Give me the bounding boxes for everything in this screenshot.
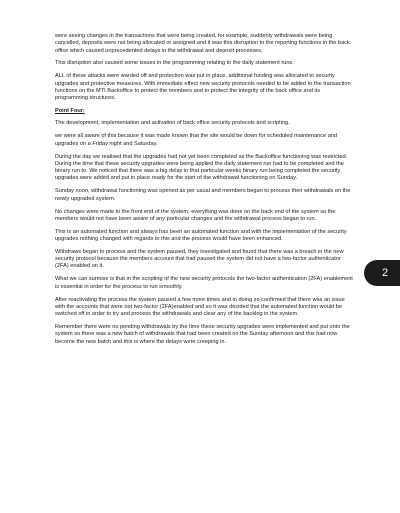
- paragraph-sunday-noon: Sunday noon, withdrawal functioning was opened as per usual and members began to process their withdrawals on the newly upgraded system.: [55, 188, 351, 202]
- paragraph-automated-function: This is an automated function and always has been an automated function and with the implementation of the security upgrades nothing changed with regards to this and the process would have been enhanced.: [55, 228, 347, 242]
- paragraph-disruption-reporting: were seeing changes in the transactions that were being created, for example, suddenly withdrawals were being cancelled, deposits were not being allocated or assigned and it was this disruption to the reporting functions in the back office which caused unprecedented delays in the withdrawal and deposit processes.: [55, 33, 350, 54]
- paragraph-withdraws-paused: Withdraws began to process and the system paused, they investigated and found that there was a breach in the new security protocol because the members account that had paused the system did not have a two-factor authenticator (2FA) enabled on it.: [55, 248, 344, 270]
- paragraph-scheduled-maintenance: we were all aware of this because it was made known that the site would be down for scheduled maintenance and upgrades on a Friday night and Saturday.: [55, 133, 338, 147]
- paragraph-security-protocols: The development, implementation and activation of back office security protocols and scripting.: [55, 120, 290, 127]
- paragraph-statement-runs: This disruption also caused some issues in the programming relating to the daily statement runs.: [55, 60, 294, 67]
- paragraph-upgrades-during-day: During the day we realised that the upgrades had not yet been completed as the Backoffice functioning was restricted. During the time that these security upgrades were being applied the daily statement run had to be completed and the binary run to. We noticed that there was a big delay in that particular weeks binary run being completed the security upgrades were added and put in place ready for the start of the withdrawal functioning on Sunday.: [55, 153, 348, 182]
- paragraph-attacks-warded-off: ALL of these attacks were warded off and protection was put in place, additional funding was allocated to security upgrades and protective measures. With immediate effect new security protocols needed to be added to the transaction functions on the MTI Backoffice to protect the members and to protect the integrity of the back office and its programming structures.: [55, 73, 351, 102]
- paragraph-no-front-end-changes: No changes were made to the front end of the system, everything was done on the back end of the system so the members would not have been aware of any particular changes and the withdrawal process began to run.: [55, 208, 336, 222]
- section-heading-point-four: Point Four:: [55, 108, 85, 115]
- document-body: [55, 33, 353, 352]
- paragraph-reactivating-process: After reactivating the process the system paused a few more times and in doing so confirmed that there was an issue with the accounts that were not two-factor (2FA)enabled and so it was decided that the automated function would be switched off in order to try and process the withdrawals and clear any of the backlog in the system.: [55, 296, 345, 318]
- page-number-badge: 2: [364, 260, 400, 286]
- paragraph-no-pending-withdrawals: Remember there were no pending withdrawals by the time these security upgrades were implemented and put onto the system so there was a new batch of withdrawals that had been created on the Sunday afternoon and this had now become the new batch and this is where the delays were creeping in.: [55, 324, 350, 345]
- paragraph-2fa-essential: What we can surmise is that in the scripting of the new security protocols the two-factor authentication (2FA) enablement is essential in order for the process to run smoothly.: [55, 276, 353, 290]
